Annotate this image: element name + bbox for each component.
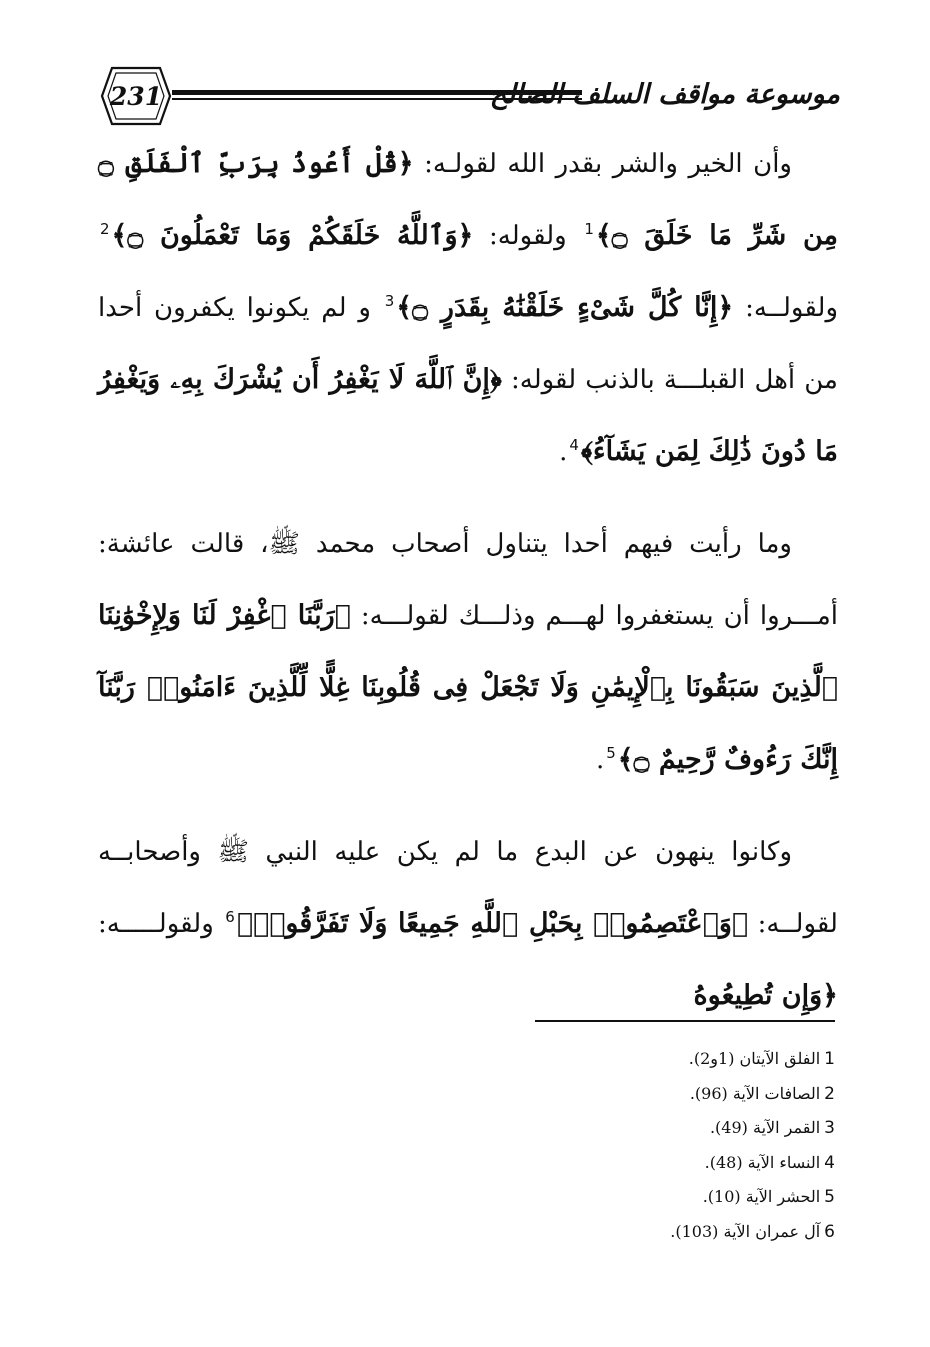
quran-verse: ﴿وَإِن تُطِيعُوهُ xyxy=(693,980,838,1011)
footnote-ref[interactable]: 6 xyxy=(225,908,235,927)
body-text: ولقولــه: xyxy=(733,293,838,323)
quran-verse: ﴿رَبَّنَا ٱغْفِرْ لَنَا وَلِإِخْوَٰنِنَا ٱلَّذِينَ سَبَقُونَا بِٱلْإِيمَٰنِ وَلَا تَجْعَلْ فِى قُلُوبِنَا غِلًّا لِّلَّذِينَ ءَامَنُوا۟ رَبَّنَآ إِنَّكَ رَءُوفٌ رَّحِيمٌ ۝﴾ xyxy=(98,600,838,775)
body-text: و لم يكونوا يكفرون أحدا من أهل القبلـــة بالذنب لقوله: xyxy=(98,293,838,395)
quran-verse: ﴿إِنَّا كُلَّ شَىْءٍ خَلَقْنَٰهُ بِقَدَرٍ ۝﴾ xyxy=(396,292,734,323)
quran-verse: ﴿وَٱللَّهُ خَلَقَكُمْ وَمَا تَعْمَلُونَ ۝﴾ xyxy=(111,220,474,251)
footnote-item: 5الحشر الآية (10). xyxy=(702,1187,835,1207)
footnote-item: 4النساء الآية (48). xyxy=(704,1152,835,1173)
footnote-item: 6آل عمران الآية (103). xyxy=(670,1221,835,1242)
footnote-item: 3القمر الآية (49). xyxy=(709,1118,835,1138)
body-text: ولقولـــــه: xyxy=(98,909,224,939)
body-text: وكانوا ينهون عن البدع ما لم يكن عليه النبي ﷺ وأصحابــه لقولــه: xyxy=(98,837,838,939)
quran-verse: ﴿قُلْ أَعُوذُ بِرَبِّ ٱلْفَلَقِ ۝ مِن شَرِّ مَا خَلَقَ ۝﴾ xyxy=(98,148,838,251)
footnote-item: 1الفلق الآيتان (1و2). xyxy=(688,1049,835,1069)
paragraph xyxy=(98,128,838,488)
footnote-ref[interactable]: 2 xyxy=(100,220,110,239)
quran-verse: ﴿إِنَّ ٱللَّهَ لَا يَغْفِرُ أَن يُشْرَكَ بِهِۦ وَيَغْفِرُ مَا دُونَ ذَٰلِكَ لِمَن يَشَآءُ﴾ xyxy=(98,364,838,467)
footnote-ref[interactable]: 1 xyxy=(584,220,594,239)
body-text: وما رأيت فيهم أحدا يتناول أصحاب محمد ﷺ، قالت عائشة: أمـــروا أن يستغفروا لهـــم وذلـــك لقولـــه: xyxy=(98,529,838,631)
footnote-item: 2الصافات الآية (96). xyxy=(689,1083,835,1104)
footnote-ref[interactable]: 3 xyxy=(384,292,395,311)
main-text xyxy=(98,128,838,1052)
page-number-badge xyxy=(100,64,172,128)
footnotes xyxy=(520,1042,835,1249)
footnote-ref[interactable]: 5 xyxy=(606,744,616,763)
body-text: وأن الخير والشر بقدر الله لقولـه: xyxy=(413,149,792,179)
page-number: 231 xyxy=(109,81,163,111)
footnote-separator xyxy=(535,1020,835,1022)
series-title: موسوعة مواقف السلف الصالح xyxy=(489,79,840,110)
quran-verse: ﴿وَٱعْتَصِمُوا۟ بِحَبْلِ ٱللَّهِ جَمِيعًا وَلَا تَفَرَّقُوا۟﴾ xyxy=(236,908,749,939)
sentence-end: . xyxy=(559,437,568,467)
paragraph xyxy=(98,816,838,1032)
footnote-ref[interactable]: 4 xyxy=(569,436,579,455)
sentence-end: . xyxy=(595,745,605,775)
paragraph xyxy=(98,508,838,796)
body-text: ولقوله: xyxy=(473,221,583,251)
